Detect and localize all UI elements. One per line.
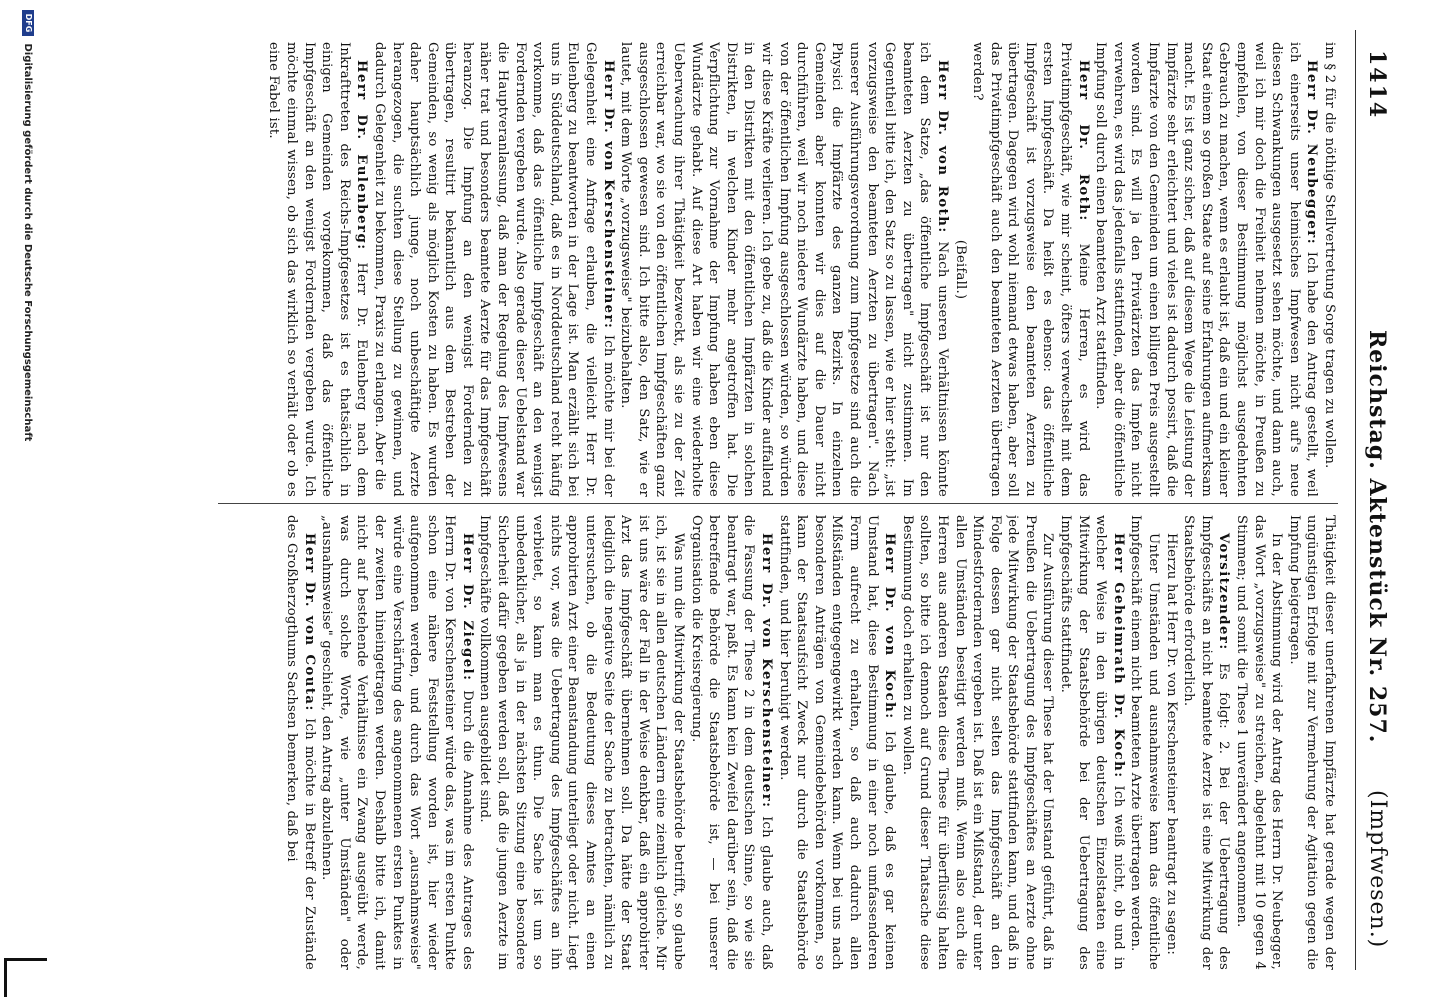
page-header: [1350, 20, 1390, 980]
paragraph: [1285, 515, 1338, 970]
paragraph: [898, 515, 1056, 970]
speaker-name: Herr Dr. Roth:: [1075, 60, 1091, 222]
speaker-name: Herr Dr. von Couta:: [301, 533, 317, 712]
paragraph-text: Ich möchte in Betreff der Zustände des Großherzogthums Sachsen bemerken, daß bei: [283, 515, 317, 970]
paragraph-text: In der Abstimmung wird der Antrag des Herrn Dr. Neubegger, das Wort „vorzugsweise" zu streichen, abgelehnt mit 10 gegen 4 Stimmen; und somit die These 1 unverändert angenommen.: [1234, 515, 1285, 970]
paragraph: [1092, 42, 1321, 497]
paragraph: [370, 42, 616, 497]
section-title: (Impfwesen.): [1365, 790, 1390, 949]
paragraph-text: Was nun die Mitwirkung der Staatsbehörde betrifft, so glaube ich, ist sie in allen deutschen Ländern eine ziemlich gleiche. Mir ist uns wäre der Fall in der Weise denkbar, daß ein approbirter Arzt das Impfgeschäft übernehmen soll. Da hätte der Staat lediglich die negative Seite der Sache zu betrachten, nämlich zu untersuchen, ob die Bedeutung dieses Amtes an einen approbirten Arzt einer Beanstandung unterliegt oder nicht. Liegt nichts vor, was die Uebertragung des Impfgeschäftes an ihn verbietet, so kann man es thun. Die Sache ist um so unbedenklicher, als ja in der nächsten Sitzung eine besondere Sicherheit dafür gegeben werden soll, daß die jungen Aerzte im Impfgeschäfte vollkommen ausgebildet sind.: [477, 515, 687, 970]
paragraph-text: Nach unseren Verhältnissen könnte ich dem Satze, „das öffentliche Impfgeschäft ist nur den beamteten Aerzten zu übertragen" nicht zustimmen. Im Gegentheil bitte ich, den Satz so zu lassen, wie er hier steht: „ist vorzugsweise den beamteten Aerzten zu übertragen". Nach unserer Ausführungsverordnung zum Impfgesetze sind auch die Physici die Impfärzte des ganzen Bezirks. In einzelnen Gemeinden aber konnten wir dies auf die Dauer nicht durchführen, weil wir noch niedere Wundärzte haben, und diese von der öffentlichen Impfung ausgeschlossen würden, so würden wir diese Kräfte verlieren. Ich gebe zu, daß die Kinder auffallend in den Distrikten mit den öffentlichen Impfärzten in solchen Distrikten, in welchen Kinder mehr angetroffen hat. Die Verpflichtung zur Vornahme der Impfung haben eben diese Wundärzte gehabt. Auf diese Art haben wir eine wiederholte Ueberwachung ihrer Thätigkeit bezweckt, als sie zu der Zeit erreichbar war, wo sie von den öffentlichen Impfgeschäften ganz ausgeschlossen gewesen sind. Ich bitte also, den Satz, wie er lautet, mit dem Worte „vorzugsweise" beizubehalten.: [618, 42, 950, 497]
paragraph: [687, 515, 775, 970]
paragraph: [265, 42, 371, 497]
paragraph: [1180, 515, 1233, 970]
speaker-name: Herr Dr. von Kerschensteiner:: [759, 533, 774, 809]
column-divider: [218, 503, 1338, 504]
paragraph-text: Ich weiß nicht, ob und in welcher Weise in den übrigen deutschen Einzelstaaten eine Mitwirkung der Staatsbehörde bei der Uebertragung des Impfgeschäfts stattfindet.: [1058, 515, 1126, 970]
digitization-footer: [14, 10, 34, 710]
paragraph-text: Durch die Annahme des Antrages des Herrn Dr. von Kerschensteiner würde das, was im ersten Punkte schon eine nähere Feststellung worden ist, hier wieder aufgenommen werden, und durch das Wort „ausnahmsweise" würde eine Verschärfung des angenommenen ersten Punktes in der zweiten hineingetragen werden. Deshalb bitte ich, damit nicht auf bestehende Verhältnisse ein Zwang ausgeübt werde, was durch solche Worte, wie „unter Umständen" oder „ausnahmsweise" geschieht, den Antrag abzulehnen.: [319, 515, 475, 970]
paragraph-text: Ich glaube, daß es gar keinen Umstand hat, diese Bestimmung in einer noch umfassenderen Form aufrecht zu erhalten, so daß auch dadurch allen Mißständen entgegengewirkt werden kann. Wenn bei uns nach besonderen Anträgen von Gemeindebehörden vorkommen, so kann der Staatsaufsicht Zweck nur durch die Staatsbehörde stattfinden, und hier beruhigt werden.: [776, 515, 898, 970]
speaker-name: Herr Dr. von Roth:: [934, 60, 950, 234]
paragraph-text: Ich glaube auch, daß die Fassung der These 2 in dem deutschen Sinne, so wie sie beantragt war, paßt. Es kann kein Zweifel darüber sein, daß die betreffende Behörde die Staatsbehörde ist, — bei unserer Organisation die Kreisregierung.: [688, 515, 774, 970]
speaker-name: Herr Geheimrath Dr. Koch:: [1110, 533, 1126, 779]
paragraph-text: (Beifall.): [952, 239, 968, 300]
speaker-name: Herr Dr. Eulenberg:: [354, 60, 370, 251]
footer-text: Digitalisierung gefördert durch die Deutsche Forschungsgemeinschaft: [22, 43, 33, 442]
paragraph-text: Thätigkeit dieser unerfahrenen Impfärzte hat gerade wegen der ungünstigen Erfolge mit zur Vermehrung der Agitation gegen die Impfung beigetragen.: [1286, 515, 1337, 970]
speaker-name: Herr Dr. Neubegger:: [1304, 60, 1320, 246]
paragraph-text: Zur Ausführung dieser These hat der Umstand geführt, daß in Preußen die Uebertragung des Impfgeschäftes an Aerzte ohne jede Mitwirkung der Staatsbehörde stattfinden kann, und daß in Folge dessen gar nicht selten das Impfgeschäft an den Mindestfordernden vergeben ist. Daß ist ein Mißstand, der unter allen Umständen beseitigt werden muß. Wenn also auch die Herren aus anderen Staaten diese These für überflüssig halten sollten, so bitte ich dennoch auf Grund dieser Thatsache diese Bestimmung doch erhalten zu wollen.: [899, 515, 1056, 970]
paragraph: [318, 515, 476, 970]
paragraph: [476, 515, 687, 970]
speaker-name: Herr Dr. von Koch:: [882, 533, 898, 720]
paragraph-text: Ich möchte mir bei der Gelegenheit eine Anfrage erlauben, die vielleicht Herr Dr. Eulenberg zu beantworten in der Lage ist. Man erzählt sich bei uns in Süddeutschland, daß es in Norddeutschland recht häufig vorkomme, daß das öffentliche Impfgeschäft an den wenigst Fordernden vergeben wurde. Also gerade dieser Uebelstand war die Hauptveranlassung, daß man der Regelung des Impfwesens näher trat und besonders beamtete Aerzte für das Impfgeschäft heranzog. Die Impfung an den wenigst Fordernden zu übertragen, resultirt bekanntlich aus dem Bestreben der Gemeinden, so wenig als möglich Kosten zu haben. Es wurden daher hauptsächlich junge, noch unbeschäftigte Aerzte herangezogen, die suchten diese Stellung zu gewinnen, und dadurch Gelegenheit zu bekommen, Praxis zu erlangen. Aber die: [371, 42, 616, 497]
paragraph-text: Unter Umständen und ausnahmsweise kann das öffentliche Impfgeschäft einem nicht beamteten Arzte übertragen werden.: [1128, 515, 1162, 970]
paragraph: [1057, 515, 1127, 970]
dfg-logo: DFG: [22, 10, 34, 36]
paragraph: [951, 42, 969, 497]
paragraph-text: Ich habe den Antrag gestellt, weil ich einerseits unser heimisches Impfwesen nicht auf's neue diesen Schwankungen ausgesetzt sehen möchte, und dann auch, weil ich mir doch die Freiheit nehmen möchte, in Preußen zu empfehlen, von dieser Bestimmung möglichst ausgedehnten Gebrauch zu machen, wenn es erlaubt ist, daß ein und ein kleiner Staat einem so großen Staate auf seine Erfahrungen aufmerksam macht. Es ist ganz sicher, daß auf diesem Wege die Leistung der Impfärzte sehr erleichtert und vieles ist dadurch possirt, daß die Impfarzte von den Gemeinden um einen billigen Preis ausgestellt worden sind. Es will ja den Privatärzten das Impfen nicht verwehren, es wird das jedenfalls stattfinden, aber die öffentliche Impfung soll durch einen beamteten Arzt stattfinden.: [1093, 42, 1320, 497]
paragraph-text: Es folgt: 2. Bei der Uebertragung des Impfgeschäfts an nicht beamtete Aerzte ist eine Mitwirkung der Staatsbehörde erforderlich.: [1181, 515, 1232, 970]
paragraph: [775, 515, 898, 970]
paragraph: [1232, 515, 1285, 970]
page-corner-mark: [4, 958, 47, 997]
left-text-column: [265, 42, 1338, 497]
running-title: Reichstag. Aktenstück Nr. 257.: [1364, 330, 1390, 744]
page-number: 1414: [1364, 50, 1390, 120]
paragraph-text: im § 2 für die nöthige Stellvertretung Sorge tragen zu wollen.: [1322, 42, 1337, 469]
paragraph-text: Hierzu hat Herr Dr. von Kerschensteiner beantragt zu sagen:: [1163, 533, 1179, 955]
paragraph-text: Meine Herren, es wird das Privatimpfgeschäft, wie mir scheint, öfters verwechselt mit dem ersten Impfgeschäft. Da heißt es ebenso: das öffentliche Impfgeschäft ist vorzugsweise den beamteten Aerzten zu übertragen. Dagegen wird wohl niemand etwas haben, aber soll das Privatimpfgeschäft auch den beamteten Aerzten übertragen werden?: [970, 42, 1091, 497]
speaker-name: Vorsitzender:: [1216, 533, 1232, 651]
speaker-name: Herr Dr. Ziegel:: [459, 533, 475, 682]
paragraph: [282, 515, 317, 970]
paragraph: [1320, 42, 1338, 497]
paragraph: [969, 42, 1092, 497]
paragraph: [1162, 515, 1180, 970]
header-rule: [1355, 30, 1356, 970]
paragraph: [1127, 515, 1162, 970]
paragraph: [617, 42, 951, 497]
speaker-name: Herr Dr. von Kerschensteiner:: [600, 60, 616, 330]
paragraph-text: Herr Dr. Eulenberg nach dem Inkrafttreten des Reichs-Impfgesetzes ist es thatsächlich in einigen Gemeinden vorgekommen, daß das öffentliche Impfgeschäft an den wenigst Fordernden vergeben wurde. Ich möchte einmal wissen, ob sich das wirklich so verhält oder ob es eine Fabel ist.: [266, 42, 370, 497]
right-text-column: [282, 515, 1338, 970]
